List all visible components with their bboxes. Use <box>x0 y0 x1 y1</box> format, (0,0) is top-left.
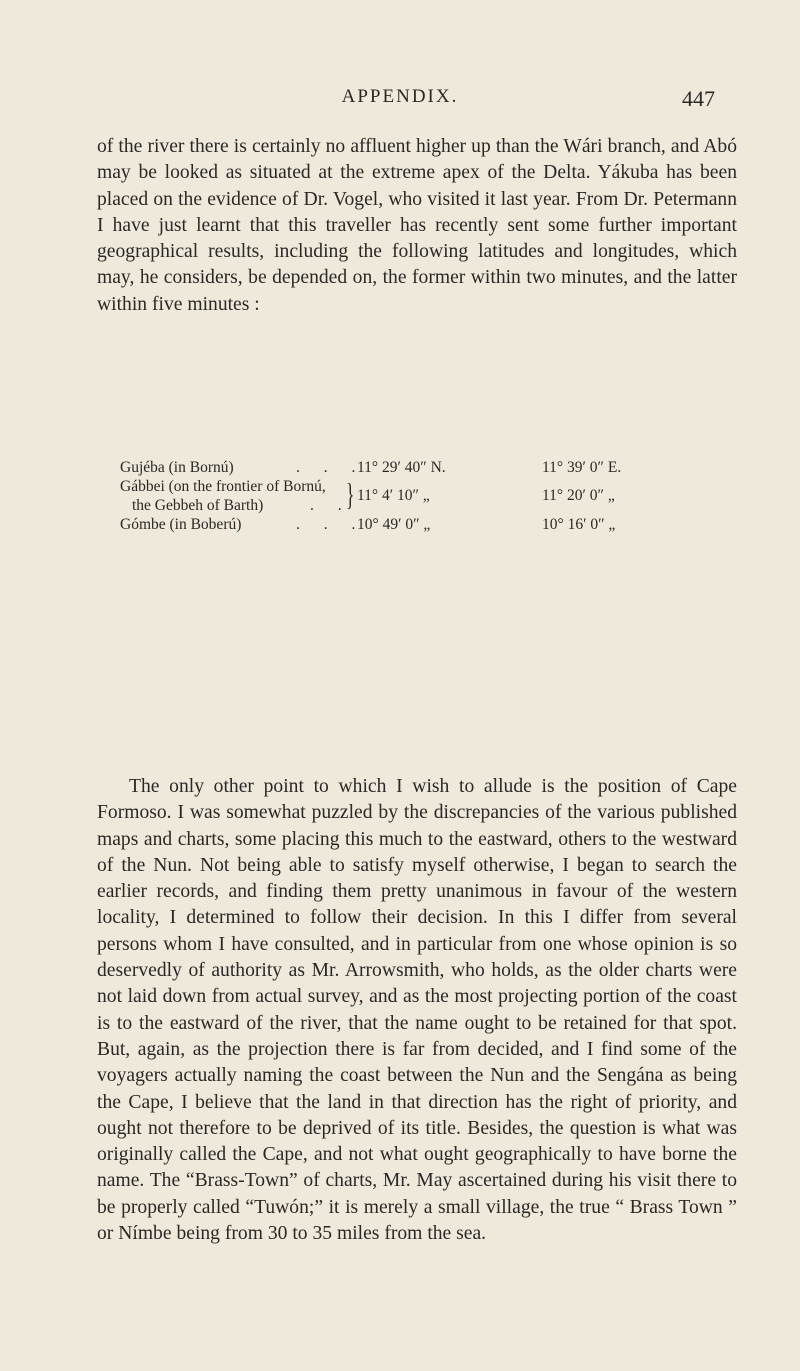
coordinates-table <box>120 458 740 534</box>
running-head: APPENDIX. <box>341 86 459 107</box>
longitude: 11° 39′ 0″ E. <box>542 459 622 476</box>
longitude: 11° 20′ 0″ „ <box>542 487 615 504</box>
place-name: Gómbe (in Boberú) <box>120 516 242 533</box>
place-name-line-2: the Gebbeh of Barth) <box>132 497 264 514</box>
latitude: 11° 4′ 10″ „ <box>357 487 430 504</box>
page-number: 447 <box>682 86 715 111</box>
paragraph-2: The only other point to which I wish to allude is the position of Cape Formoso. I was somewhat puzzled by the discrepancies of the various published maps and charts, some placing this much to the eastward, others to the westward of the Nun. Not being able to satisfy myself otherwise, I began to search the earlier records, and finding them pretty unanimous in favour of the western locality, I determined to follow their decision. In this I differ from several persons whom I have consulted, and in particular from one whose opinion is so deservedly of authority as Mr. Arrowsmith, who holds, as the older charts were not laid down from actual survey, and as the most projecting portion of the coast is to the eastward of the river, that the name ought to be retained for that spot. But, again, as the projection there is far from decided, and I find some of the voyagers actually naming the coast between the Nun and the Sengána as being the Cape, I believe that the land in that direction has the right of priority, and ought not therefore to be deprived of its title. Besides, the question is what was originally called the Cape, and not what ought geographically to have borne the name. The “Brass-Town” of charts, Mr. May ascertained during his visit there to be properly called “Tuwón;” it is merely a small village, the true “ Brass Town ” or Nímbe being from 30 to 35 miles from the sea. <box>97 776 737 1245</box>
place-name-line-1: Gábbei (on the frontier of Bornú, <box>120 478 326 495</box>
coordinates-row <box>120 458 740 477</box>
place-name: Gujéba (in Bornú) <box>120 459 234 476</box>
latitude: 11° 29′ 40″ N. <box>357 459 446 476</box>
coordinates-row <box>120 477 740 515</box>
leader-dots: . . <box>310 497 352 514</box>
brace-symbol: } <box>346 476 355 512</box>
leader-dots: . . . <box>296 459 366 476</box>
paragraph-1: of the river there is certainly no affluent higher up than the Wári branch, and Abó may be looked as situated at the extreme apex of the Delta. Yákuba has been placed on the evidence of Dr. Vogel, who visited it last year. From Dr. Petermann I have just learnt that this traveller has recently sent some further important geographical results, including the following latitudes and longitudes, which may, he considers, be depended on, the former within two minutes, and the latter within five minutes : <box>97 136 737 315</box>
leader-dots: . . . <box>296 516 366 533</box>
latitude: 10° 49′ 0″ „ <box>357 516 431 533</box>
coordinates-row <box>120 515 740 534</box>
longitude: 10° 16′ 0″ „ <box>542 516 616 533</box>
page-header <box>0 86 800 116</box>
